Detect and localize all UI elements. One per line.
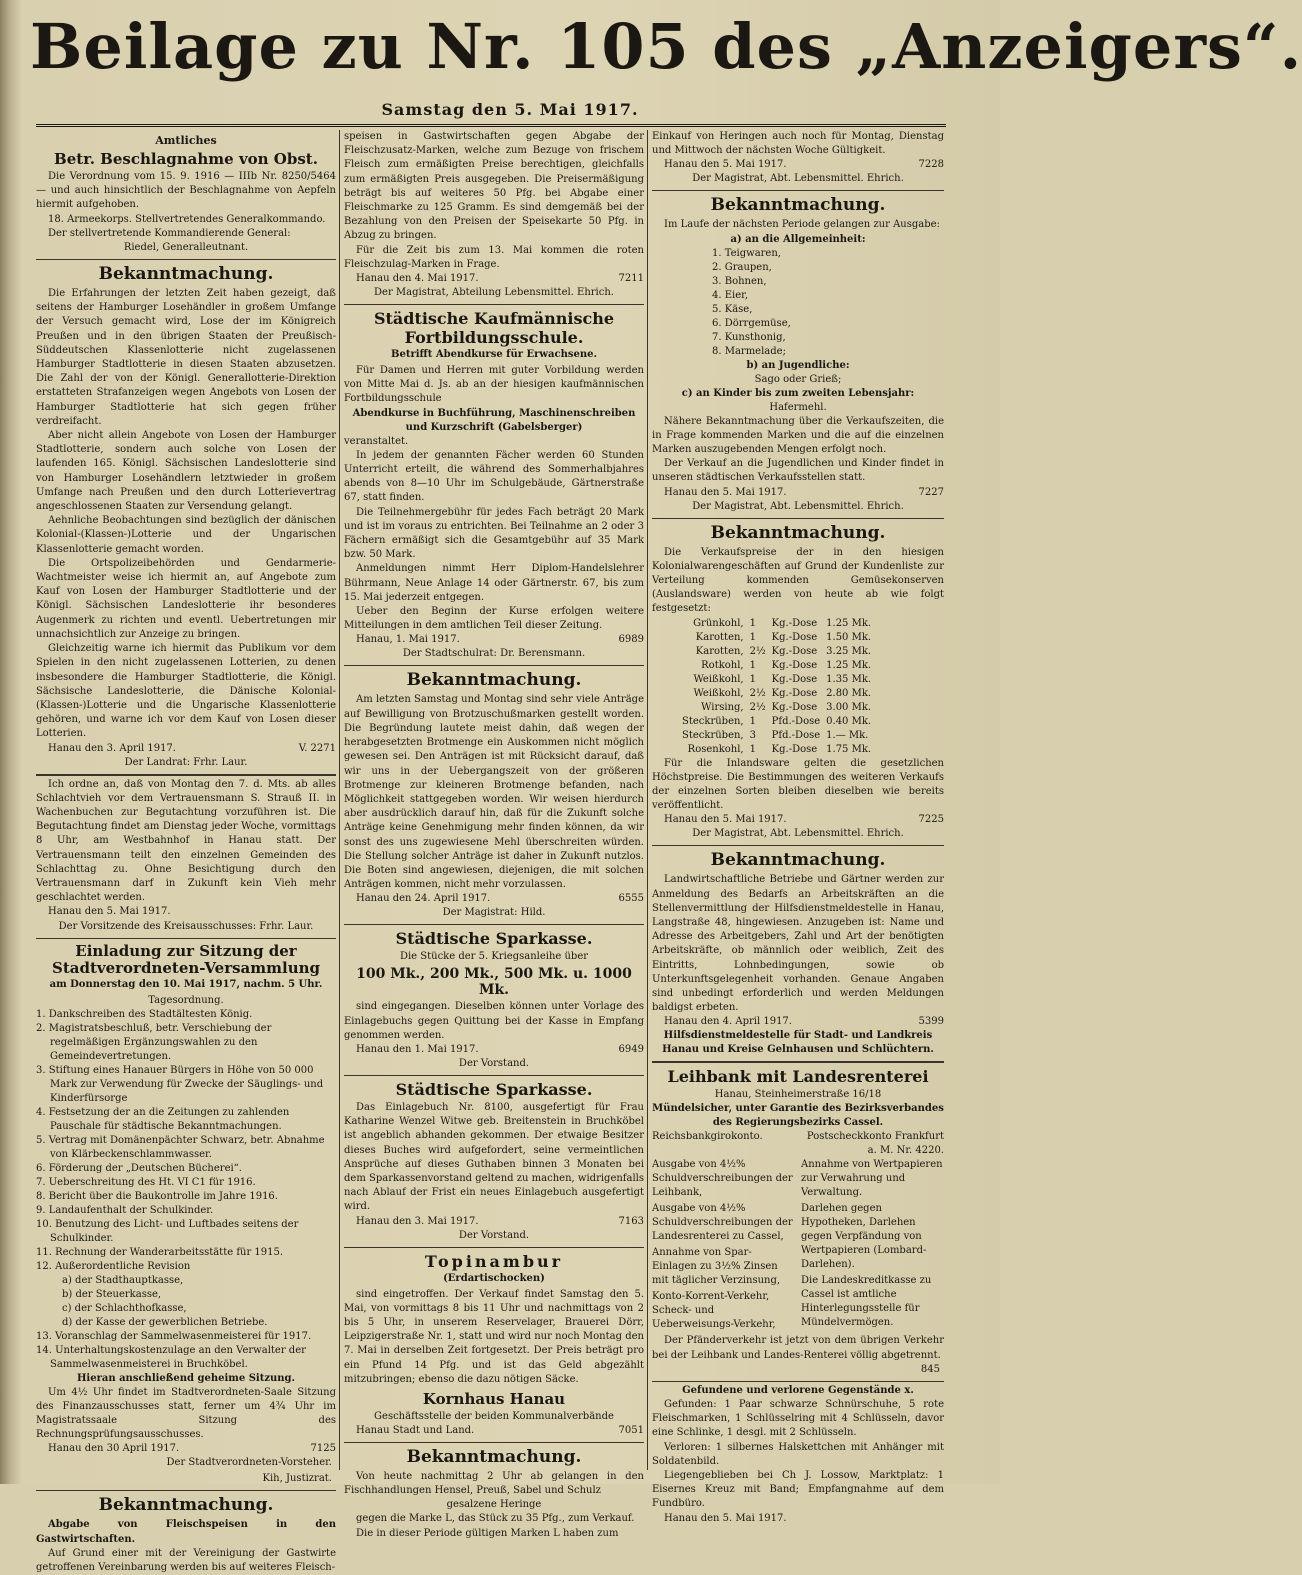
kaufmann-p2: In jedem der genannten Fächer werden 60 Stunden Unterricht erteilt, die während des Sommerhalbjahres abends von 8—10 Uhr im Schulgebäude, Gärtnerstraße 67, statt finden. xyxy=(344,449,644,504)
lotterie-place: Hanau den 3. April 1917. xyxy=(48,742,176,754)
einladung-signer1: Der Stadtverordneten-Vorsteher. xyxy=(166,1457,332,1469)
divider xyxy=(652,845,944,846)
heringe-place-row xyxy=(664,158,944,172)
leihbank-right-item: Die Landeskreditkasse zu Cassel ist amtliche Hinterlegungsstelle für Mündelvermögen. xyxy=(801,1275,932,1329)
kaufmann-p-bold: Abendkurse in Buchführung, Maschinenschreiben und Kurzschrift (Gabelsberger) xyxy=(352,407,636,433)
agenda-item: 11. Rechnung der Wanderarbeitsstätte für 1915. xyxy=(36,1246,284,1258)
price-cell: 1.50 Mk. xyxy=(826,631,872,643)
leihbank-giro: Reichsbankgirokonto. xyxy=(652,1131,763,1143)
brot-p1: Am letzten Samstag und Montag sind sehr viele Anträge auf Bewilligung von Brotzuschußmarken gestellt worden. Die Begründung lautete meist dahin, daß wegen der herabgesetzten Brotmenge ein Auskommen nicht möglich gewesen sei. Den Anträgen ist mit Rücksicht darauf, daß wir uns in der Uebergangszeit von der größeren Brotmenge zur kleineren Brotmenge befanden, nach Möglichkeit stattgegeben worden. Wir weisen hierdurch aber ausdrücklich darauf hin, daß für die Zukunft solche Anträge keine Genehmigung mehr finden können, da wir sonst des uns zugewiesene Mehl überschreiten würden. Die Stellung solcher Anträge ist daher in Zukunft nutzlos. Die Boten sind angewiesen, diejenigen, die mit solchen Anträgen kommen, nicht mehr vorzulassen. xyxy=(344,694,644,891)
spar1-place: Hanau den 1. Mai 1917. xyxy=(356,1043,479,1055)
secret-session: Hieran anschließend geheime Sitzung. xyxy=(76,1372,296,1384)
kaufmann-sub: Betrifft Abendkurse für Erwachsene. xyxy=(391,349,597,361)
price-cell: Steckrüben, xyxy=(682,715,744,727)
leihbank-p-end: Der Pfänderverkehr ist jetzt von dem übrigen Verkehr bei der Leihbank und Landes-Renterei völlig abgetrennt. xyxy=(652,1335,944,1361)
masthead-title: Beilage zu Nr. 105 des „Anzeigers“. xyxy=(30,10,1302,83)
price-cell: 3.25 Mk. xyxy=(826,645,872,657)
kaufmann-title: Städtische Kaufmännische Fortbildungsschule. xyxy=(373,309,615,348)
fleisch-ref: 7211 xyxy=(618,273,644,285)
leihbank-postcheck: Postscheckkonto Frankfurt a. M. Nr. 4220. xyxy=(806,1131,944,1157)
price-row xyxy=(682,645,877,659)
lotterie-p1: Die Erfahrungen der letzten Zeit haben gezeigt, daß seitens der Hamburger Losehändler in großem Umfange der Versuch gemacht wird, Lose der im Königreich Preußen und in den übrigen Staaten der Preußisch-Süddeutschen Klassenlotterie nicht zugelassenen Hamburger Stadtlotterie in diesen Staaten abzusetzen. Die Zahl der von der Königl. Generallotterie-Direktion erstatteten Strafanzeigen wegen Angebots von Losen der Hamburger Stadtlotterie hat sich gegen früher verdreifacht. xyxy=(36,288,336,427)
kornhaus-row xyxy=(356,1424,644,1438)
spar2-title: Städtische Sparkasse. xyxy=(395,1079,593,1099)
price-row xyxy=(682,701,877,715)
periode-title: Bekanntmachung. xyxy=(710,195,886,216)
kaufmann-signer: Der Stadtschulrat: Dr. Berensmann. xyxy=(402,648,586,660)
periode-items xyxy=(712,247,944,359)
heringe-cont-p1: Einkauf von Heringen auch noch für Montag, Dienstag und Mittwoch der nächsten Woche Gültigkeit. xyxy=(652,131,944,157)
column-rule-1 xyxy=(339,130,340,1470)
divider xyxy=(652,190,944,191)
divider xyxy=(652,1381,944,1382)
top-rule xyxy=(36,124,946,127)
price-cell: 3 xyxy=(749,729,756,741)
fleisch-cont-p2: Für die Zeit bis zum 13. Mai kommen die roten Fleischzulag-Marken in Frage. xyxy=(344,244,644,270)
kornhaus-sub2: Hanau Stadt und Land. xyxy=(356,1424,475,1436)
price-cell: 2½ xyxy=(749,701,766,713)
lotterie-ref: V. 2271 xyxy=(298,742,336,754)
fund-p1: Gefunden: 1 Paar schwarze Schnürschuhe, 5 rote Fleischmarken, 1 Schlüsselring mit 4 Schlüsseln, davor eine Schlinke, 1 desgl. mit 2 Schlüsseln. xyxy=(652,1398,944,1439)
price-cell: 1.25 Mk. xyxy=(826,659,872,671)
fund-place: Hanau den 5. Mai 1917. xyxy=(664,1512,787,1524)
preise-place-row xyxy=(664,813,944,827)
leihbank-guar: Mündelsicher, unter Garantie des Bezirksverbandes des Regierungsbezirks Cassel. xyxy=(652,1103,944,1129)
periode-item: 1. Teigwaren, xyxy=(712,247,781,259)
preise-ref: 7225 xyxy=(918,814,944,826)
periode-item: 2. Graupen, xyxy=(712,261,772,273)
kaufmann-p3: Die Teilnehmergebühr für jedes Fach beträgt 20 Mark und ist im voraus zu entrichten. Bei Teilnahme an 2 oder 3 Fächern ermäßigt sich die Gesamtgebühr auf 35 Mark bzw. 50 Mark. xyxy=(344,506,644,561)
spar2-place-row xyxy=(356,1215,644,1229)
preise-title: Bekanntmachung. xyxy=(710,522,886,543)
kaufmann-p1: Für Damen und Herren mit guter Vorbildung werden von Mitte Mai d. Js. ab an der hiesigen kaufmännischen Fortbildungsschule xyxy=(344,365,644,405)
kaufmann-p1b: veranstaltet. xyxy=(344,435,409,447)
kaufmann-place: Hanau, 1. Mai 1917. xyxy=(356,634,460,646)
einladung-sub: am Donnerstag den 10. Mai 1917, nachm. 5 Uhr. xyxy=(49,978,323,990)
price-row xyxy=(682,673,877,687)
obst-title: Betr. Beschlagnahme von Obst. xyxy=(54,150,318,168)
einladung-place: Hanau den 30 April 1917. xyxy=(48,1443,180,1455)
topinambur-p1: sind eingetroffen. Der Verkauf findet Samstag den 5. Mai, von vormittags 8 bis 11 Uhr und nachmittags von 2 bis 5 Uhr, in unserem Reservelager, Brauerei Dörr, Leipzigerstraße Nr. 1, statt und wird nur noch Montag den 7. Mai in derselben Zeit fortgesetzt. Der Preis beträgt pro ein Pfund 14 Pfg. und ist das Geld abgezählt mitzubringen; ebenso die dazu nötigen Säcke. xyxy=(344,1288,644,1385)
price-cell: Wirsing, xyxy=(701,701,744,713)
kornhaus-name: Kornhaus Hanau xyxy=(422,1389,566,1408)
fund-title: Gefundene und verlorene Gegenstände x. xyxy=(682,1384,914,1396)
hilfsdienst-signer: Hilfsdienstmeldestelle für Stadt- und Landkreis Hanau und Kreise Gelnhausen und Schlüchtern. xyxy=(662,1030,934,1056)
lotterie-signer: Der Landrat: Frhr. Laur. xyxy=(124,756,248,768)
periode-b-item: Sago oder Grieß; xyxy=(754,373,842,385)
periode-item: 3. Bohnen, xyxy=(712,275,767,287)
preise-p2: Für die Inlandsware gelten die gesetzlichen Höchstpreise. Die Bestimmungen des weiteren Verkaufs der einzelnen Sorten bleiben dieselben wie bereits veröffentlicht. xyxy=(652,757,944,812)
brot-title: Bekanntmachung. xyxy=(406,670,582,691)
schlachtvieh-signer: Der Vorsitzende des Kreisausschusses: Frhr. Laur. xyxy=(58,920,314,932)
kornhaus-sub1: Geschäftsstelle der beiden Kommunalverbände xyxy=(374,1410,614,1422)
price-cell: Rotkohl, xyxy=(701,659,744,671)
price-cell: 1 xyxy=(749,673,756,685)
price-cell: Kg.-Dose xyxy=(771,687,818,699)
agenda-item: 13. Voranschlag der Sammelwasenmeisterei für 1917. xyxy=(36,1330,312,1342)
price-row xyxy=(682,729,877,743)
spar1-place-row xyxy=(356,1043,644,1057)
price-cell: Kg.-Dose xyxy=(771,673,818,685)
lotterie-title: Bekanntmachung. xyxy=(98,264,274,285)
divider xyxy=(344,1442,644,1443)
price-cell: Steckrüben, xyxy=(682,729,744,741)
preise-signer: Der Magistrat, Abt. Lebensmittel. Ehrich. xyxy=(692,828,904,840)
price-cell: Weißkohl, xyxy=(693,673,744,685)
price-cell: 1.25 Mk. xyxy=(826,617,872,629)
leihbank-left-item: Annahme von Spar-Einlagen zu 3½% Zinsen mit täglicher Verzinsung, xyxy=(652,1247,781,1287)
agenda-subitem: c) der Schlachthofkasse, xyxy=(62,1302,187,1314)
price-cell: 2½ xyxy=(749,645,766,657)
heringe-p1: Von heute nachmittag 2 Uhr ab gelangen in den Fischhandlungen Hensel, Preuß, Sabel und Schulz xyxy=(344,1470,644,1497)
agenda-item: 2. Magistratsbeschluß, betr. Verschiebung der regelmäßigen Ergänzungswahlen zu den Gemeindevertretungen. xyxy=(36,1022,272,1062)
price-cell: Kg.-Dose xyxy=(771,617,818,629)
price-row xyxy=(682,617,877,631)
heringe-place: Hanau den 5. Mai 1917. xyxy=(664,159,787,171)
brot-place: Hanau den 24. April 1917. xyxy=(356,893,491,905)
periode-signer: Der Magistrat, Abt. Lebensmittel. Ehrich. xyxy=(692,500,904,512)
schlachtvieh-place: Hanau den 5. Mai 1917. xyxy=(48,906,171,918)
agenda-item: 1. Dankschreiben des Stadtältesten König. xyxy=(36,1008,253,1020)
heringe-center: gesalzene Heringe xyxy=(446,1499,542,1511)
heringe-title: Bekanntmachung. xyxy=(406,1446,582,1467)
price-row xyxy=(682,715,877,729)
periode-place-row xyxy=(664,486,944,500)
divider xyxy=(344,304,644,305)
agenda-list-2 xyxy=(36,1330,336,1372)
fleisch-place-row xyxy=(356,272,644,286)
price-cell: 1.35 Mk. xyxy=(826,673,872,685)
hilfsdienst-place-row xyxy=(664,1015,944,1029)
spar1-title: Städtische Sparkasse. xyxy=(395,929,593,949)
agenda-item: 12. Außerordentliche Revision xyxy=(36,1260,191,1272)
lotterie-p3: Aehnliche Beobachtungen sind bezüglich der dänischen Kolonial-(Klassen-)Lotterie und der Ungarischen Klassenlotterie gemacht worden. xyxy=(36,515,336,555)
price-cell: 0.40 Mk. xyxy=(826,715,872,727)
fleisch-place: Hanau den 4. Mai 1917. xyxy=(356,273,479,285)
price-cell: Kg.-Dose xyxy=(771,659,818,671)
leihbank-left-item: Ausgabe von 4½% Schuldverschreibungen der Landesrenterei zu Cassel, xyxy=(652,1203,793,1243)
price-cell: Kg.-Dose xyxy=(771,645,818,657)
divider xyxy=(36,1490,336,1491)
preise-p1: Die Verkaufspreise der in den hiesigen Kolonialwarengeschäften auf Grund der Kundenliste zur Verteilung kommenden Gemüsekonserven (Auslandsware) werden von heute ab wie folgt festgesetzt: xyxy=(652,546,944,615)
divider xyxy=(36,259,336,260)
price-row xyxy=(682,743,877,757)
divider xyxy=(652,518,944,519)
agenda-item: 5. Vertrag mit Domänenpächter Schwarz, betr. Abnahme von Klärbeckenschlammwasser. xyxy=(36,1134,325,1160)
periode-place: Hanau den 5. Mai 1917. xyxy=(664,486,787,498)
price-row xyxy=(682,687,877,701)
divider xyxy=(344,924,644,925)
agenda-item: 8. Bericht über die Baukontrolle im Jahre 1916. xyxy=(36,1190,278,1202)
einladung-title: Einladung zur Sitzung der Stadtverordneten-Versammlung xyxy=(51,941,321,977)
heringe-signer: Der Magistrat, Abt. Lebensmittel. Ehrich. xyxy=(692,173,904,185)
leihbank-right xyxy=(801,1158,944,1334)
price-cell: Karotten, xyxy=(695,631,744,643)
schlachtvieh-p1: Ich ordne an, daß von Montag den 7. d. Mts. ab alles Schlachtvieh vor dem Vertrauensmann S. Strauß II. in Wachenbuchen zur Begutachtung vorzuführen ist. Die Begutachtung findet am Dienstag jeder Woche, vormittags 8 Uhr, am Westbahnhof in Hanau statt. Der Vertrauensmann teilt den einzelnen Gemeinden des Schlachttag zu. Ohne Besichtigung durch den Vertrauensmann darf in Zukunft kein Vieh mehr geschlachtet werden. xyxy=(36,778,336,904)
agenda-title: Tagesordnung. xyxy=(148,994,224,1006)
agenda-item: 10. Benutzung des Licht- und Luftbades seitens der Schulkinder. xyxy=(36,1218,299,1244)
kaufmann-place-row xyxy=(356,633,644,647)
periode-a: a) an die Allgemeinheit: xyxy=(730,233,866,245)
periode-p2: Nähere Bekanntmachung über die Verkaufszeiten, die in Frage kommenden Marken und die auf die einzelnen Marken auszugebenden Mengen erfolgt noch. xyxy=(652,415,944,456)
einladung-signer2: Kih, Justizrat. xyxy=(262,1473,332,1485)
agenda-subitem: b) der Steuerkasse, xyxy=(62,1288,162,1300)
fleisch-title: Bekanntmachung. xyxy=(98,1495,274,1516)
divider xyxy=(36,938,336,939)
periode-item: 7. Kunsthonig, xyxy=(712,331,786,343)
amtliches-kicker: Amtliches xyxy=(155,134,217,147)
price-row xyxy=(682,631,877,645)
obst-signer: Riedel, Generalleutnant. xyxy=(123,242,249,254)
spar2-signer: Der Vorstand. xyxy=(458,1229,530,1241)
leihbank-right-item: Darlehen gegen Hypotheken, Darlehen gegen Verpfändung von Wertpapieren (Lombard-Darlehen). xyxy=(801,1203,927,1271)
price-cell: Kg.-Dose xyxy=(771,701,818,713)
heringe-p2: gegen die Marke L, das Stück zu 35 Pfg., zum Verkauf. xyxy=(356,1513,635,1525)
spar2-ref: 7163 xyxy=(618,1215,644,1227)
obst-body: Die Verordnung vom 15. 9. 1916 — IIIb Nr. 8250/5464 — und auch hinsichtlich der Beschlagnahme von Aepfeln hiermit aufgehoben. xyxy=(36,171,336,211)
divider xyxy=(36,774,336,776)
price-cell: Kg.-Dose xyxy=(771,631,818,643)
fleisch-signer: Der Magistrat, Abteilung Lebensmittel. Ehrich. xyxy=(374,287,614,299)
periode-p3: Der Verkauf an die Jugendlichen und Kinder findet in unseren städtischen Verkaufsstellen statt. xyxy=(652,458,944,484)
price-cell: 1 xyxy=(749,617,756,629)
spar1-p2: sind eingegangen. Dieselben können unter Vorlage des Einlagebuchs gegen Quittung bei der Kasse in Empfang genommen werden. xyxy=(344,1001,644,1041)
obst-line3: Der stellvertretende Kommandierende General: xyxy=(48,227,291,239)
agenda-subitem: d) der Kasse der gewerblichen Betriebe. xyxy=(62,1316,268,1328)
agenda-item: 4. Festsetzung der an die Zeitungen zu zahlenden Pauschale für städtische Bekanntmachungen. xyxy=(36,1106,290,1132)
kornhaus-ref: 7051 xyxy=(618,1424,644,1436)
price-cell: 1 xyxy=(749,715,756,727)
brot-ref: 6555 xyxy=(618,893,644,905)
price-cell: Kg.-Dose xyxy=(771,743,818,755)
periode-b: b) an Jugendliche: xyxy=(746,359,850,371)
brot-place-row xyxy=(356,892,644,906)
column-rule-2 xyxy=(647,130,648,1470)
divider xyxy=(344,1247,644,1248)
leihbank-addr: Hanau, Steinheimerstraße 16/18 xyxy=(714,1089,882,1101)
masthead-date: Samstag den 5. Mai 1917. xyxy=(381,100,639,119)
periode-p1: Im Laufe der nächsten Periode gelangen zur Ausgabe: xyxy=(664,219,940,231)
lotterie-p4: Die Ortspolizeibehörden und Gendarmerie-Wachtmeister weise ich hiermit an, auf Angebote zum Kauf von Losen der Hamburger Stadtlotterie und der Königl. Sächsischen Landeslotterie ihr besonderes Augenmerk zu richten und eventl. Uebertretungen mir unnachsichtlich zur Anzeige zu bringen. xyxy=(36,557,336,640)
divider xyxy=(652,1061,944,1063)
leihbank-left-item: Konto-Korrent-Verkehr, Scheck- und Ueberweisungs-Verkehr, xyxy=(652,1291,776,1331)
fleisch-p1: Auf Grund einer mit der Vereinigung der Gastwirte getroffenen Vereinbarung werden bis auf weiteres Fleisch- xyxy=(36,1547,336,1573)
hilfsdienst-p1: Landwirtschaftliche Betriebe und Gärtner werden zur Anmeldung des Bedarfs an Arbeitskräften an die Stellenvermittlung der Hilfsdienstmeldestelle in Hanau, Langstraße 48, hingewiesen. Anzugeben ist: Name und Adresse des Arbeitgebers, Zahl und Art der benötigten Arbeitskräfte, ob männlich oder weiblich, Zeit des Eintritts, Lohnbedingungen, sowie ob Unterkunftsgelegenheit vorhanden. Genaue Angaben sind unbedingt erforderlich und werden Meldungen baldigst erbeten. xyxy=(652,874,944,1014)
heringe-p3: Die in dieser Periode gültigen Marken L haben zum xyxy=(356,1527,619,1539)
leihbank-right-item: Annahme von Wertpapieren zur Verwahrung und Verwaltung. xyxy=(801,1159,943,1199)
kaufmann-ref: 6989 xyxy=(618,634,644,646)
agenda-item: 7. Ueberschreitung des Ht. VI C1 für 1916. xyxy=(36,1176,256,1188)
divider xyxy=(344,1075,644,1076)
agenda-list xyxy=(36,1008,336,1274)
price-cell: Rosenkohl, xyxy=(687,743,744,755)
leihbank-left xyxy=(652,1158,795,1334)
spar1-ref: 6949 xyxy=(618,1043,644,1055)
periode-ref: 7227 xyxy=(918,486,944,498)
price-cell: Pfd.-Dose xyxy=(771,729,821,741)
topinambur-sub: (Erdartischocken) xyxy=(443,1272,545,1284)
price-cell: 1 xyxy=(749,659,756,671)
periode-c-item: Hafermehl. xyxy=(769,401,827,413)
leihbank-services xyxy=(652,1158,944,1334)
einladung-place-row xyxy=(48,1442,336,1456)
agenda-sublist xyxy=(36,1274,336,1330)
fleisch-sub: Abgabe von Fleischspeisen in den Gastwirtschaften. xyxy=(36,1519,336,1545)
fund-p2: Verloren: 1 silbernes Halskettchen mit Anhänger mit Soldatenbild. xyxy=(652,1441,944,1467)
agenda-subitem: a) der Stadthauptkasse, xyxy=(62,1274,184,1286)
column-3 xyxy=(652,130,944,1524)
price-row xyxy=(682,659,877,673)
einladung-ref: 7125 xyxy=(310,1443,336,1455)
price-cell: 2.80 Mk. xyxy=(826,687,872,699)
price-cell: Pfd.-Dose xyxy=(771,715,821,727)
einladung-after: Um 4½ Uhr findet im Stadtverordneten-Saale Sitzung des Finanzausschusses statt, ferner um 4¾ Uhr im Magistratssaale Sitzung des Rechnungsprüfungsausschusses. xyxy=(36,1386,336,1441)
fund-p3: Liegengeblieben bei Ch J. Lossow, Marktplatz: 1 Eisernes Kreuz mit Band; Empfangnahme auf dem Fundbüro. xyxy=(652,1469,944,1510)
agenda-item: 14. Unterhaltungskostenzulage an den Verwalter der Sammelwasenmeisterei in Bruchköbel. xyxy=(36,1344,306,1370)
periode-item: 8. Marmelade; xyxy=(712,345,786,357)
price-cell: 2½ xyxy=(749,687,766,699)
topinambur-title: Topinambur xyxy=(424,1251,564,1271)
brot-signer: Der Magistrat: Hild. xyxy=(442,907,546,919)
column-2 xyxy=(344,130,644,1539)
spar2-p1: Das Einlagebuch Nr. 8100, ausgefertigt für Frau Katharine Wenzel Witwe geb. Breitenstein in Bruchköbel ist angeblich abhanden gekommen. Der etwaige Besitzer dieses Buches wird aufgefordert, seine vermeintlichen Ansprüche auf dieses Guthaben binnen 3 Monaten bei dem Sparkassenvorstand geltend zu machen, widrigenfalls nach Ablauf der Frist ein neues Einlagebuch ausgefertigt wird. xyxy=(344,1101,644,1213)
periode-item: 4. Eier, xyxy=(712,289,748,301)
hilfsdienst-place: Hanau den 4. April 1917. xyxy=(664,1016,792,1028)
spar1-amounts: 100 Mk., 200 Mk., 500 Mk. u. 1000 Mk. xyxy=(356,966,632,999)
price-cell: 1 xyxy=(749,743,756,755)
preise-place: Hanau den 5. Mai 1917. xyxy=(664,814,787,826)
leihbank-ref: 845 xyxy=(920,1363,940,1375)
lotterie-p2: Aber nicht allein Angebote von Losen der Hamburger Stadtlotterie, sondern auch solche von Losen der laufenden 165. Königl. Sächsischen Landeslotterie sind von Hamburger Losehändlern letztwieder in großem Umfange nach Preußen und den durch Lotterievertrag angeschlossenen Staaten zur Versendung gelangt. xyxy=(36,430,336,513)
column-1 xyxy=(36,130,336,1573)
agenda-item: 3. Stiftung eines Hanauer Bürgers in Höhe von 50 000 Mark zur Verwendung für Zwecke der Säuglings- und Kinderfürsorge xyxy=(36,1064,324,1104)
price-cell: Grünkohl, xyxy=(693,617,744,629)
price-cell: Weißkohl, xyxy=(693,687,744,699)
divider xyxy=(344,665,644,666)
heringe-ref: 7228 xyxy=(918,159,944,171)
leihbank-left-item: Ausgabe von 4½% Schuldverschreibungen der Leihbank, xyxy=(652,1159,793,1199)
agenda-item: 6. Förderung der „Deutschen Bücherei“. xyxy=(36,1162,242,1174)
price-cell: 1 xyxy=(749,631,756,643)
hilfsdienst-title: Bekanntmachung. xyxy=(710,850,886,871)
spar2-place: Hanau den 3. Mai 1917. xyxy=(356,1215,479,1227)
kaufmann-p4: Anmeldungen nimmt Herr Diplom-Handelslehrer Bührmann, Neue Anlage 14 oder Gärtnerstr. 67, bis zum 15. Mai jederzeit entgegen. xyxy=(344,563,644,603)
kaufmann-p5: Ueber den Beginn der Kurse erfolgen weitere Mitteilungen in dem amtlichen Teil dieser Zeitung. xyxy=(344,606,644,632)
periode-item: 5. Käse, xyxy=(712,303,753,315)
spar1-signer: Der Vorstand. xyxy=(458,1057,530,1069)
price-table xyxy=(682,617,877,757)
periode-c: c) an Kinder bis zum zweiten Lebensjahr: xyxy=(681,387,915,399)
obst-line2: 18. Armeekorps. Stellvertretendes Generalkommando. xyxy=(48,213,326,225)
lotterie-place-row xyxy=(48,742,336,756)
leihbank-accounts xyxy=(652,1130,944,1158)
agenda-item: 9. Landaufenthalt der Schulkinder. xyxy=(36,1204,214,1216)
periode-item: 6. Dörrgemüse, xyxy=(712,317,791,329)
leihbank-title: Leihbank mit Landesrenterei xyxy=(667,1067,929,1087)
lotterie-p5: Gleichzeitig warne ich hiermit das Publikum vor dem Spielen in den nicht zugelassenen Lotterien, zu denen insbesondere die Hamburger Stadtlotterie, die Königl. Sächsische Landeslotterie, die Dänische Kolonial-(Klassen-)Lotterie und die Ungarische Klassenlotterie gehören, und warne ich vor dem Kauf von Losen dieser Lotterien. xyxy=(36,643,336,740)
price-cell: 1.75 Mk. xyxy=(826,743,872,755)
hilfsdienst-ref: 5399 xyxy=(918,1016,944,1028)
price-cell: 3.00 Mk. xyxy=(826,701,872,713)
spar1-p1: Die Stücke der 5. Kriegsanleihe über xyxy=(399,951,589,963)
price-cell: Karotten, xyxy=(695,645,744,657)
fleisch-cont-p1: speisen in Gastwirtschaften gegen Abgabe der Fleischzusatz-Marken, welche zum Bezuge von frischem Fleisch zum ermäßigten Preise berechtigen, gleichfalls zum ermäßigten Preis ausgegeben. Die Preisermäßigung beträgt bis auf weiteres 50 Pfg. bei Abgabe einer Fleischmarke zu 125 Gramm. Es sind demgemäß bei der Bezahlung von den Preisen der Speisekarte 50 Pfg. in Abzug zu bringen. xyxy=(344,131,644,242)
price-cell: 1.— Mk. xyxy=(826,729,869,741)
